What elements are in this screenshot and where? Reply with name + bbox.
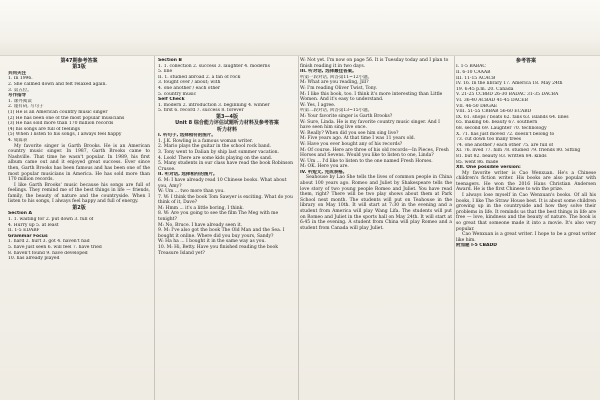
answer-line: 5. have just seen 6. will feel 7. have tried — [8, 245, 102, 251]
answer-line: 4. Hurry up 5. at least — [8, 222, 59, 228]
answer-line: 2. 谨有码, 写句子 — [8, 104, 44, 110]
answer-line: (2) He has been one of the most popular musicians — [8, 115, 125, 121]
transcript-line: W: Um ... I'd like to listen to the one named Fresh Horses. — [300, 158, 433, 164]
section-subtitle: 听力材料 — [216, 126, 237, 133]
transcript-line: M: Five years ago. At that time I was 11 years old. — [300, 136, 416, 142]
column-rule — [154, 56, 155, 400]
answer-line: 4. one another / each other — [158, 85, 221, 91]
answer-line: 8. haven't found 9. have developed — [8, 250, 88, 256]
answer-line: IV. 16. In the library 17. America 18. May 24th — [456, 81, 563, 87]
transcript-line: 9. M: I've also got the book The Old Man and the Sea. I bought it online. Where did you buy yours, Sandy? — [158, 228, 285, 239]
subheading: 共同关注 — [8, 70, 26, 76]
answer-line: (3) He has sold more than 170 million records — [8, 121, 114, 127]
transcript-line: M: No, Bruce. I have already seen it. — [158, 222, 243, 228]
answer-line: 1. 1. waiting for 2. put down 3. full of — [8, 217, 94, 223]
answer-line: III. 11-15 ACACB — [456, 75, 496, 81]
transcript-line: M: I like this book, too. I think it's more interesting than Little Women. And it's easy to understand. — [300, 91, 443, 103]
transcript-line: 5. Many students in our class have read the book Robinson Crusoe. — [158, 161, 294, 172]
answer-line: (4) his songs are full of feelings — [8, 126, 80, 132]
answer-line: X. 71. has just moved 72. doesn't belong to — [456, 131, 555, 137]
subheading: Self Check — [158, 97, 185, 103]
answer-line: 1. 1. collection 2. success 3. laughter 4. moderns — [158, 63, 270, 69]
answer-line: 74. one another / each other 75. are full of — [456, 142, 554, 148]
transcript-line: 10. M: Hi, Betty. Have you finished reading the book Treasure Island yet? — [158, 245, 278, 256]
subheading: Grammar Focus — [8, 233, 48, 239]
transcript-line: W: Ha ha ... I bought it in the same way as you. — [158, 239, 266, 245]
answer-line: I. 1-5 BABAC — [456, 64, 486, 70]
answer-line: 1. In 1996. — [8, 76, 33, 82]
transcript-line: M: OK. Here you are. — [300, 164, 349, 170]
transcript-line: M: Hmm ... it's a little boring, I think. — [158, 205, 244, 211]
answer-line: 4. 成篇表 — [8, 137, 28, 143]
column-section-b-listening — [158, 0, 296, 400]
subheading: XII. One possible version: — [456, 165, 521, 171]
subheading: 附加题 I-5 CBADD — [456, 243, 497, 249]
answer-line: 19. 6:45 p.m. 20. Canada — [456, 86, 514, 92]
transcript-line: W: Have you ever bought any of his records? — [300, 141, 403, 147]
answer-line: 85. went 86. made — [456, 159, 499, 165]
subheading: III. 听对话, 选择最佳答案。 — [300, 69, 357, 75]
transcript-line: M: Of course. Here are three of his old records—In Pieces, Fresh Horses and Sevens. Would you like to listen to one, Linda? — [300, 147, 449, 159]
column-answers-issue-47 — [8, 0, 150, 400]
answer-line: XI. 76. lived 77. him 78. studied 79. friends 80. Sitting — [456, 148, 581, 154]
transcript-line: 4. Look! There are some kids playing on the sand. — [158, 155, 273, 161]
essay-paragraph: I always lose myself in Cao Wenxuan's books. Of all his books, I like The Straw House best. It is about some children growing up in the countryside and how they solve their problems in life. It reminds us that the best things in life are free — love, kindness and the beauty of nature. The book is so great that someone made it into a movie. It's also very popular. — [456, 193, 596, 232]
answer-line: 81. but 82. beauty 83. written 84. kinds — [456, 153, 547, 159]
column-rule — [298, 56, 299, 400]
column-rule — [454, 56, 455, 400]
answer-line: 73. cut down too many trees — [456, 137, 522, 143]
transcript-line: 6. M: I have already read 10 Chinese books. What about you, Amy? — [158, 177, 287, 189]
section-title: 第3—4版 — [216, 113, 238, 120]
transcript-line: W: Sure, Linda. He is my favorite country music singer. And I have seen him sing live once. — [300, 119, 440, 131]
transcript-line: W: Yes, I agree. — [300, 102, 336, 108]
answer-line: 1. 课外阅读 — [8, 98, 32, 104]
subheading: II. 听对话, 选择相符的图片。 — [158, 172, 218, 178]
column-reference-answers — [456, 0, 596, 400]
section-subtitle: 第2版 — [72, 205, 86, 212]
answer-line: II. 1. studied abroad 2. a fan of rock — [158, 74, 241, 80]
subheading: 写作指导 — [8, 93, 26, 99]
essay-paragraph: I like Garth Brooks' music because his songs are full of feelings. They remind me of the best things in life — friends, family, the beauty of nature and the countryside. When I listen to his songs, I always feel happy and full of energy. — [8, 182, 150, 205]
answer-line: 3. fought over / about; with — [158, 80, 221, 86]
subheading: Section B — [158, 58, 182, 63]
transcript-line: W: Not yet. I'm now on page 56. It is Tuesday today and I plan to finish reading it in two days. — [300, 58, 449, 69]
answer-line: 65. making 66. beauty 67. southern — [456, 120, 538, 126]
answer-line: II. 1-5 EDABF — [8, 228, 40, 234]
answer-line: 3. 第五位。 — [8, 87, 32, 93]
section-title: 参考答案 — [515, 58, 536, 64]
column-listening-transcript — [300, 0, 452, 400]
answer-line: 5. first 6. record 7. success 8. forever — [158, 108, 244, 114]
transcript-line: M: What are you reading, Jill? — [300, 80, 369, 86]
answer-line: VIII. 51-55 CBBAB 56-60 ECABD — [456, 109, 532, 115]
answer-line: (5) When I listen to his songs, I always feel happy — [8, 132, 122, 138]
answer-line: 5. line — [158, 69, 173, 75]
answer-line: 68. second 69. Laughter 70. technology — [456, 125, 547, 131]
answer-line: II. 6-10 CAAAB — [456, 70, 491, 75]
essay-paragraph: My favorite singer is Garth Brooks. He is an American country music singer. In 1987, Garth Brooks came to Nashville. That time he wasn't popular. In 1989, his first album came out and it enjoyed great success. Ever since then, Garth Brooks has been famous and has been one of the most popular musicians in America. He has sold more than 170 million records. — [8, 143, 150, 183]
transcript-line: 7. W: I think the book Tom Sawyer is exciting. What do you think of it, Dave? — [158, 194, 293, 206]
transcript-line: M: Your favorite singer is Garth Brooks? — [300, 113, 393, 119]
answer-line: V. 21-25 CCBBD 26-30 BADAC 31-35 DACBA — [456, 92, 559, 98]
answer-line: 5. country music — [158, 91, 197, 97]
subheading: I. 听句子, 选择相符的图片。 — [158, 133, 216, 139]
transcript-line: W: Really? When did you see him sing live? — [300, 130, 399, 136]
subheading: IV. 听短文, 完成表格。 — [300, 169, 348, 175]
transcript-line: W: I'm reading Oliver Twist, Tony. — [300, 85, 378, 91]
section-subtitle: 第3版 — [72, 64, 86, 71]
transcript-line: 2. Mario plays the guitar in the school rock band. — [158, 144, 272, 150]
transcript-line: 8. W: Are you going to see the film The Meg with me tonight? — [158, 211, 279, 223]
answer-line: (1) He is an American country music singer — [8, 109, 108, 115]
answer-line: IX. 61. shops / boats 62. fans 63. islands 64. lines — [456, 114, 569, 120]
essay-paragraph: Cao Wenxuan is a great writer. I hope to be a great writer like him. — [456, 232, 596, 243]
section-title: 第47期参考答案 — [60, 58, 98, 64]
answer-line: 10. has already played — [8, 256, 60, 262]
transcript-line: W: Um ... two more than you. — [158, 189, 225, 195]
passage-paragraph: Seahouse by Lao She tells the lives of common people in China about 100 years ago. Romeo and Juliet by Shakespeare tells the love story of two young people Romeo and Juliet. You have read them, right? There will be two play shows about them at Park School next month. The students will put on Teahouse in the library on May 10th. It will start at 7:30 in the evening and a student from America will play Wang Lifa. The students will put on Romeo and Juliet in the sports hall on May 24th. It will start at 6:45 in the evening. A student from China will play Romeo and a student from Canada will play Juliet. — [300, 175, 452, 231]
section-title: Unit 8 综合能力评估试题听力材料及参考答案 — [175, 120, 279, 127]
essay-paragraph: My favorite writer is Cao Wenxuan. He's a Chinese children's fiction writer. His books are also popular with teenagers. He won the 2016 Hans Christian Andersen Award. He is the first Chinese to win the prize. — [456, 170, 596, 193]
answer-line: 1. modern 2. introduction 3. beginning 4. winner — [158, 102, 270, 108]
answer-line: 2. She calmed down and felt relaxed again. — [8, 82, 107, 87]
transcript-line: 3. Tony went to Dalian by ship last summer vacation. — [158, 149, 279, 155]
transcript-line: 听第一段对话, 回答第11~12小题。 — [300, 74, 373, 80]
answer-line: VII. 46-50 DBGAE — [456, 103, 498, 109]
answer-line: 1. hard 2. hurt 3. got 4. haven't had — [8, 239, 90, 245]
transcript-line: 听第二段对话, 回答第13~15小题。 — [300, 108, 373, 114]
subheading: Section A — [8, 211, 32, 217]
answer-line: VI. 36-40 ACBAD 41-45 DACEB — [456, 97, 528, 103]
transcript-line: 1. J.K. Rowling is a famous woman writer. — [158, 138, 253, 144]
